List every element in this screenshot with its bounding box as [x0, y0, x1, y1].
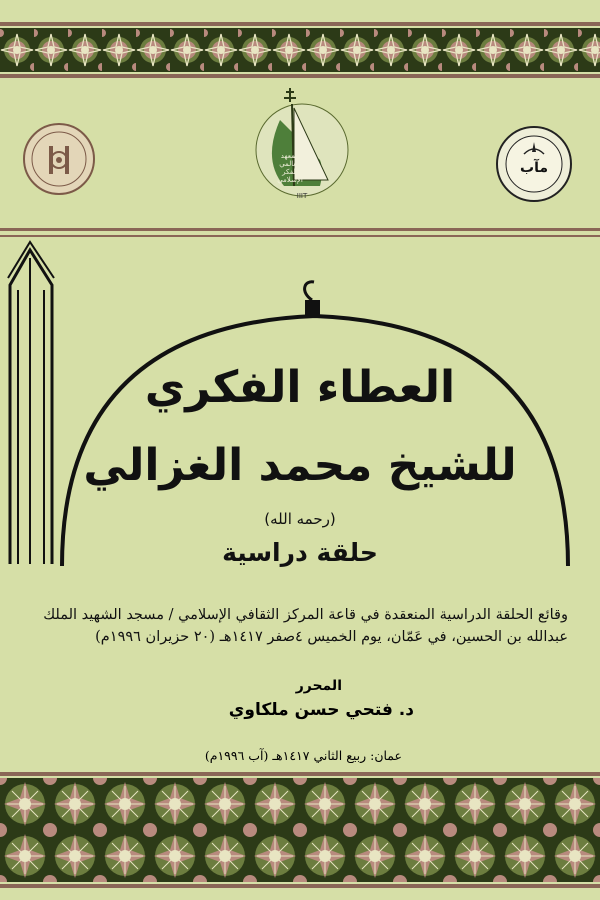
left-logo — [22, 122, 96, 196]
book-subtitle: حلقة دراسية — [222, 538, 378, 567]
top-ornament-band — [0, 28, 600, 72]
editor-name: د. فتحي حسن ملكاوي — [228, 700, 414, 720]
center-logo — [232, 80, 372, 210]
aal-albayt-seal-icon — [494, 124, 574, 204]
editor-label: المحرر — [295, 678, 342, 694]
top-border-rule-lower — [0, 74, 600, 78]
center-logo-line1: المعهد — [280, 152, 300, 160]
top-border-rule — [0, 22, 600, 26]
iiit-ship-icon — [232, 80, 372, 210]
bottom-ornament-pattern — [0, 778, 600, 882]
description-line1: وقائع الحلقة الدراسية المنعقدة في قاعة المركز الثقافي الإسلامي / مسجد الشهيد الملك — [43, 607, 568, 623]
center-logo-line4: الإسلامي — [277, 176, 303, 184]
book-title-line1: العطاء الفكري — [144, 362, 456, 413]
book-title-line2: للشيخ محمد الغزالي — [83, 440, 517, 491]
proceedings-description — [40, 604, 568, 648]
publication-info: عمان: ربيع الثاني ١٤١٧هـ (آب ١٩٩٦م) — [204, 748, 402, 763]
honorific: (رحمه الله) — [264, 510, 336, 528]
bottom-border-rule-lower — [0, 884, 600, 888]
top-ornament-pattern — [0, 28, 600, 72]
right-logo — [494, 124, 574, 204]
center-logo-line3: للفكر — [282, 168, 298, 176]
bottom-ornament-band — [0, 778, 600, 882]
right-logo-emblem: مآب — [520, 160, 548, 176]
description-line2: عبدالله بن الحسين، في عَمّان، يوم الخميس ٤صفر ١٤١٧هـ (٢٠ حزيران ١٩٩٦م) — [95, 629, 568, 645]
center-logo-line2: العالمي — [279, 160, 301, 168]
center-logo-year: IIIT — [296, 192, 308, 200]
university-seal-icon — [22, 122, 96, 196]
bottom-border-rule — [0, 772, 600, 776]
